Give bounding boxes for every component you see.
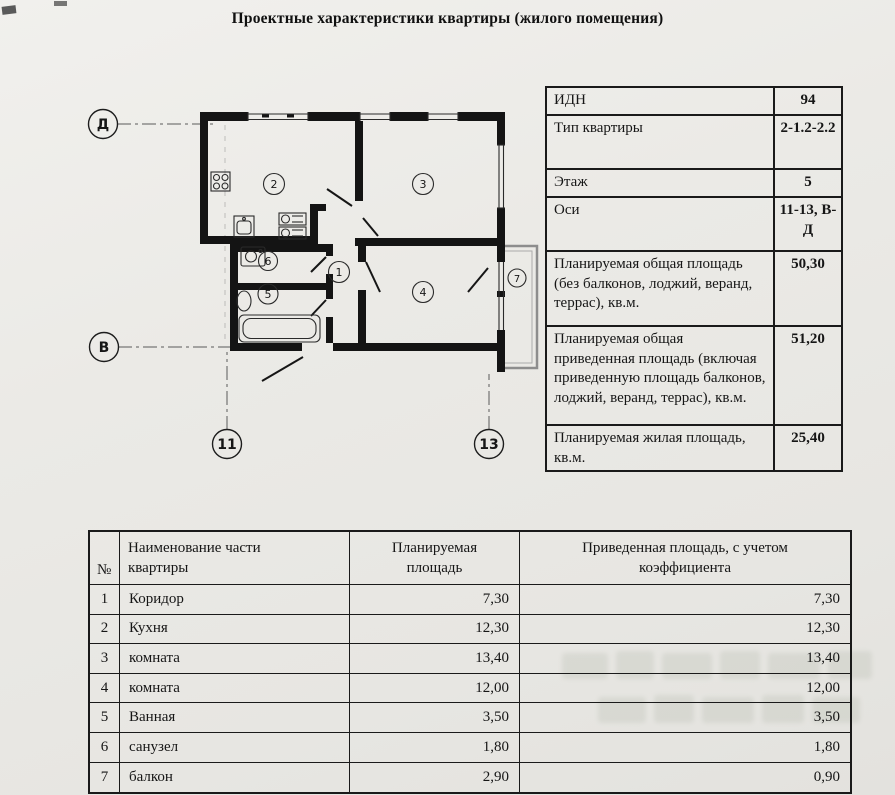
washbasin-icon	[237, 291, 251, 311]
info-row	[547, 252, 841, 327]
cell-name: Ванная	[120, 703, 350, 733]
cell-planned: 2,90	[350, 763, 520, 793]
rooms-table	[88, 530, 852, 794]
info-label: Этаж	[554, 174, 588, 190]
floor-plan	[75, 85, 550, 470]
cell-planned: 13,40	[350, 644, 520, 674]
cell-name: Коридор	[120, 585, 350, 615]
cell-planned: 1,80	[350, 733, 520, 763]
appliances-icon	[279, 213, 306, 239]
cell-name: Кухня	[120, 615, 350, 645]
sink-icon	[234, 216, 254, 237]
info-label: Планируемая жилая площадь, кв.м.	[554, 430, 746, 466]
cell-reduced: 12,00	[520, 674, 850, 704]
info-row	[547, 327, 841, 426]
info-value: 51,20	[773, 327, 841, 424]
rooms-header-num: №	[90, 532, 120, 585]
cell-name: санузел	[120, 733, 350, 763]
walls	[200, 112, 505, 372]
cell-reduced: 1,80	[520, 733, 850, 763]
cell-num: 2	[90, 615, 120, 645]
cell-planned: 12,30	[350, 615, 520, 645]
balcony-outline	[505, 246, 537, 368]
info-value: 2-1.2-2.2	[773, 116, 841, 168]
cell-name: комната	[120, 674, 350, 704]
cell-reduced: 0,90	[813, 768, 840, 785]
info-value: 25,40	[773, 426, 841, 470]
room-number-corridor: 1	[335, 266, 343, 279]
room-number-bath: 5	[264, 288, 272, 301]
info-row	[547, 116, 841, 170]
room-number-wc: 6	[264, 255, 272, 268]
cell-planned: 7,30	[350, 585, 520, 615]
axis-label-d: Д	[96, 117, 110, 133]
rooms-header-planned: Планируемая площадь	[350, 532, 520, 585]
cell-reduced: 3,50	[520, 703, 850, 733]
cell-num: 6	[90, 733, 120, 763]
cell-num: 5	[90, 703, 120, 733]
bathtub-icon	[239, 315, 320, 342]
cell-reduced: 7,30	[520, 585, 850, 615]
cell-planned: 12,00	[350, 674, 520, 704]
info-label: Планируемая общая площадь (без балконов, лоджий, веранд, террас), кв.м.	[554, 256, 753, 311]
cell-reduced: 12,30	[520, 615, 850, 645]
info-row	[547, 426, 841, 470]
axis-label-13: 13	[479, 437, 499, 453]
cell-planned: 3,50	[350, 703, 520, 733]
cell-name: комната	[120, 644, 350, 674]
cell-name: балкон	[120, 763, 350, 793]
info-value: 11-13, В-Д	[773, 198, 841, 250]
room-number-room3: 3	[419, 178, 427, 191]
room-number-kitchen: 2	[270, 178, 278, 191]
info-label: ИДН	[554, 92, 586, 108]
info-value: 50,30	[773, 252, 841, 325]
apartment-info-table	[545, 86, 843, 472]
windows	[248, 112, 505, 330]
cell-reduced: 13,40	[520, 644, 850, 674]
info-row	[547, 198, 841, 252]
axis-label-v: В	[98, 340, 110, 356]
cell-num: 4	[90, 674, 120, 704]
info-value: 5	[773, 170, 841, 196]
cell-num: 7	[90, 763, 120, 793]
cell-num: 3	[90, 644, 120, 674]
info-row	[547, 170, 841, 198]
rooms-header-name: Наименование части квартиры	[120, 532, 350, 585]
info-value: 94	[773, 88, 841, 114]
info-label: Оси	[554, 202, 580, 218]
rooms-header-reduced: Приведенная площадь, с учетом коэффициента	[520, 532, 850, 585]
stove-icon	[211, 172, 230, 191]
info-label: Тип квартиры	[554, 120, 643, 136]
info-label: Планируемая общая приведенная площадь (включая приведенную площадь балконов, лоджий, веранд, террас), кв.м.	[554, 331, 766, 406]
room-number-balcony: 7	[513, 274, 521, 285]
axis-lines	[117, 114, 489, 430]
room-number-room4: 4	[419, 286, 427, 299]
page-title: Проектные характеристики квартиры (жилого помещения)	[231, 10, 664, 27]
info-row	[547, 88, 841, 116]
cell-num: 1	[90, 585, 120, 615]
scan-artifact	[54, 1, 67, 6]
axis-label-11: 11	[217, 437, 237, 453]
